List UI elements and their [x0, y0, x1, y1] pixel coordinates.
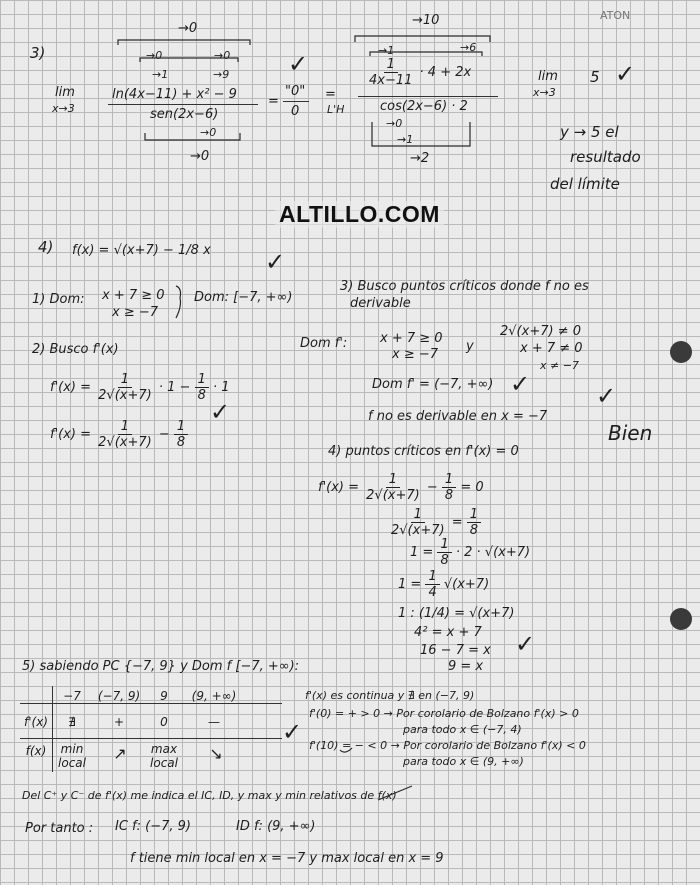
row2-max-2: local [150, 756, 178, 770]
row2-decreasing: ↘ [209, 744, 223, 763]
check-icon: ✓ [515, 630, 536, 658]
check-icon: ✓ [596, 382, 617, 410]
right-num-frac-den: 4x−11 [369, 73, 413, 88]
note-f10: f'(10) = − < 0 → Por corolario de Bolzano f'(x) < 0 [309, 739, 586, 752]
note-f10-range: para todo x ∈ (9, +∞) [403, 755, 524, 768]
step3-cond1: x + 7 ≥ 0 [380, 331, 443, 346]
limit-numerator: ln(4x−11) + x² − 9 [112, 87, 237, 102]
del-line: Del C⁺ y C⁻ de f'(x) me indica el IC, ID, y max y min relativos de f(x) [22, 789, 397, 802]
den-annotation: →0 [200, 126, 217, 139]
s4-l1-den2: 8 [444, 488, 454, 503]
table-header-cell: (9, +∞) [191, 689, 237, 703]
step4-title: 4) puntos críticos en f'(x) = 0 [328, 444, 519, 459]
s4-l1-lhs: f'(x) = [318, 480, 360, 495]
step3-dom-label: Dom f': [300, 336, 348, 351]
step1-cond1: x + 7 ≥ 0 [102, 288, 165, 303]
table-header-cell: 9 [160, 689, 168, 703]
s2-l2-num: 1 [118, 420, 132, 435]
bien-note: Bien [608, 421, 653, 445]
s4-l2-den: 2√(x+7) [391, 523, 445, 538]
header-mark: ATON [600, 9, 631, 22]
step1-cond2: x ≥ −7 [112, 305, 159, 320]
s2-l1-den: 2√(x+7) [98, 388, 152, 403]
s4-l1-rest: − [426, 480, 438, 495]
note-continuity: f'(x) es continua y ∄ en (−7, 9) [305, 689, 475, 702]
s2-l2-lhs: f'(x) = [50, 427, 92, 442]
s4-l3-num: 1 [437, 538, 451, 553]
s4-l4-den: 4 [428, 585, 437, 600]
por-tanto: Por tanto : [25, 821, 94, 836]
s4-l4-lhs: 1 = [398, 577, 422, 592]
check-icon: ✓ [210, 398, 231, 426]
function-definition: f(x) = √(x+7) − 1/8 x [72, 243, 211, 258]
final-conclusion: f tiene min local en x = −7 y max local en x = 9 [130, 851, 444, 866]
num-top-annotation: →0 [178, 21, 198, 36]
row1-cell: + [113, 715, 125, 729]
check-icon: ✓ [265, 248, 286, 276]
row1-label: f'(x) [24, 715, 48, 729]
row2-min: min [60, 742, 84, 756]
note-line-2: resultado [570, 148, 641, 166]
s2-l2-den: 2√(x+7) [98, 435, 152, 450]
lim-sub: x→3 [52, 102, 75, 115]
problem-3-number: 3) [30, 44, 46, 62]
equals-1: = [268, 94, 279, 109]
step3-title: 3) Busco puntos críticos donde f no es [340, 279, 589, 294]
num-annotation-a: →0 [146, 49, 163, 62]
indeterminate-num: "0" [285, 84, 306, 99]
right-annotation-a: →1 [378, 44, 395, 57]
result-lim-sub: x→3 [533, 86, 556, 99]
step3-conclusion: f no es derivable en x = −7 [368, 409, 548, 424]
row1-cell: ∄ [68, 715, 76, 729]
table-header-cell: (−7, 9) [97, 689, 141, 703]
step3-cond5: x ≠ −7 [540, 359, 579, 372]
row2-label: f(x) [25, 744, 47, 758]
step1-result: Dom: [−7, +∞) [194, 290, 293, 305]
s4-l1-num: 1 [386, 473, 400, 488]
s2-l1-lhs: f'(x) = [50, 380, 92, 395]
note-line-1: y → 5 el [560, 123, 619, 141]
s4-l4-rest: √(x+7) [443, 577, 490, 592]
row2-max: max [150, 742, 178, 756]
s4-l2-num2: 1 [467, 508, 481, 523]
step3-cond4: x + 7 ≠ 0 [520, 341, 583, 356]
indeterminate-den: 0 [291, 104, 300, 119]
row1-cell: 0 [160, 715, 168, 729]
lim-word: lim [55, 85, 75, 100]
step3-and: y [466, 339, 474, 354]
step4-line6: 4² = x + 7 [414, 625, 482, 640]
equals-2: = [325, 87, 336, 102]
problem-4-number: 4) [38, 238, 54, 256]
step5-title: 5) sabiendo PC {−7, 9} y Dom f [−7, +∞): [22, 659, 300, 674]
s2-l1-tail: · 1 [212, 380, 230, 395]
s4-l2-eq: = [451, 515, 463, 530]
s2-l2-num2: 1 [174, 420, 188, 435]
increasing-interval: IC f: (−7, 9) [115, 819, 191, 834]
right-den-annotation-a: →0 [386, 117, 403, 130]
s2-l1-num: 1 [118, 373, 132, 388]
check-icon: ✓ [282, 718, 303, 746]
row2-increasing: ↗ [113, 744, 127, 763]
step4-line8: 9 = x [448, 659, 484, 674]
decreasing-interval: ID f: (9, +∞) [236, 819, 316, 834]
s4-l3-rest: · 2 · √(x+7) [455, 545, 531, 560]
step4-line7: 16 − 7 = x [420, 643, 491, 658]
step3-cond3: 2√(x+7) ≠ 0 [500, 324, 581, 339]
s4-l1-num2: 1 [442, 473, 456, 488]
s4-l1-eq: = 0 [460, 480, 484, 495]
result-value: 5 [590, 68, 600, 86]
num-annotation-c: →1 [152, 68, 169, 81]
right-num-rest: · 4 + 2x [419, 65, 472, 80]
table-header-cell: −7 [63, 689, 81, 703]
s4-l4-num: 1 [425, 570, 439, 585]
s2-l1-rest: · 1 − [158, 380, 191, 395]
right-denominator: cos(2x−6) · 2 [380, 99, 468, 114]
num-annotation-d: →9 [213, 68, 230, 81]
s4-l3-den: 8 [440, 553, 449, 568]
step4-line5: 1 : (1/4) = √(x+7) [398, 606, 515, 621]
check-icon: ✓ [615, 60, 636, 88]
limit-denominator: sen(2x−6) [150, 107, 219, 122]
note-line-3: del límite [550, 175, 620, 193]
right-den-annotation-b: →1 [397, 133, 414, 146]
lhopital-label: L'H [327, 103, 345, 116]
s4-l3-lhs: 1 = [410, 545, 434, 560]
check-icon: ✓ [510, 370, 531, 398]
s2-l1-den2: 8 [197, 388, 206, 403]
below-annotation: →0 [190, 149, 210, 164]
s2-l1-num2: 1 [195, 373, 209, 388]
result-lim: lim [538, 69, 558, 84]
s2-l2-den2: 8 [176, 435, 186, 450]
step3-title-2: derivable [350, 296, 411, 311]
s4-l1-den: 2√(x+7) [366, 488, 420, 503]
s2-l2-mid: − [158, 427, 170, 442]
watermark: ALTILLO.COM [275, 201, 444, 228]
row1-cell: — [208, 715, 220, 729]
num-annotation-b: →0 [214, 49, 231, 62]
row2-min-2: local [58, 756, 86, 770]
step3-dom-result: Dom f' = (−7, +∞) [372, 377, 494, 392]
right-annotation-b: →6 [460, 41, 477, 54]
s4-l2-den2: 8 [469, 523, 479, 538]
s4-l2-num: 1 [411, 508, 425, 523]
right-den-annotation-c: →2 [410, 151, 430, 166]
right-num-frac-num: 1 [384, 58, 398, 73]
step3-cond2: x ≥ −7 [392, 347, 439, 362]
right-top-annotation: →10 [412, 13, 440, 28]
note-f0-range: para todo x ∈ (−7, 4) [403, 723, 522, 736]
step2-title: 2) Busco f'(x) [32, 342, 119, 357]
step1-title: 1) Dom: [32, 292, 85, 307]
check-icon: ✓ [288, 50, 309, 78]
note-f0: f'(0) = + > 0 → Por corolario de Bolzano f'(x) > 0 [309, 707, 579, 720]
